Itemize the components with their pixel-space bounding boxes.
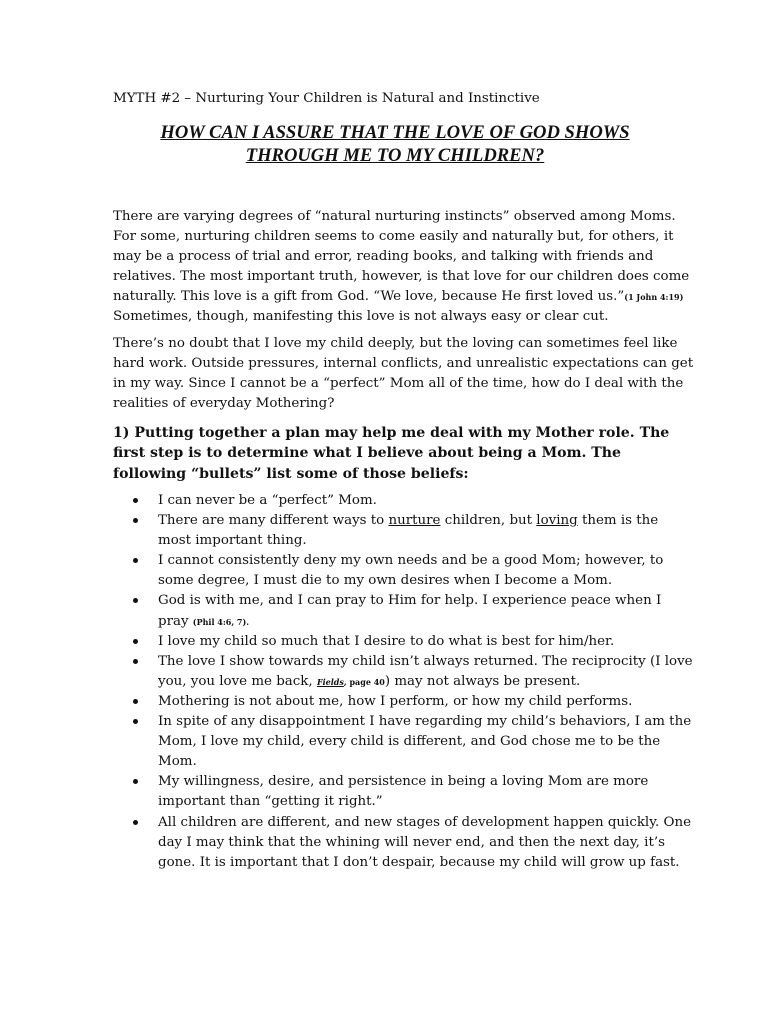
list-item bbox=[113, 692, 683, 712]
text-segment: pray bbox=[158, 613, 193, 629]
bullet-icon bbox=[133, 639, 138, 644]
paragraph-realities bbox=[113, 334, 694, 414]
text-segment: you, you love me back, bbox=[158, 673, 317, 689]
text-segment: children, but bbox=[440, 513, 537, 529]
text-segment: ) may not always be present. bbox=[384, 673, 581, 689]
list-item bbox=[113, 551, 683, 591]
page-title-line-2: THROUGH ME TO MY CHILDREN? bbox=[245, 145, 545, 166]
beliefs-list bbox=[113, 491, 693, 873]
bullet-icon bbox=[133, 558, 138, 563]
list-item-text: some degree, I must die to my own desires when I become a Mom. bbox=[158, 573, 613, 589]
page-title-line-1: HOW CAN I ASSURE THAT THE LOVE OF GOD SHOWS bbox=[160, 122, 630, 143]
section-heading-plan bbox=[113, 423, 673, 484]
bullet-icon bbox=[133, 719, 138, 724]
paragraph-line: There’s no doubt that I love my child deeply, but the loving can sometimes feel like bbox=[113, 336, 678, 351]
bullet-icon bbox=[133, 779, 138, 784]
bullet-icon bbox=[133, 820, 138, 825]
paragraph-line: may be a process of trial and error, reading books, and talking with friends and bbox=[113, 249, 654, 265]
paragraph-line: relatives. The most important truth, however, is that love for our children does come bbox=[113, 269, 690, 285]
list-item-text: I cannot consistently deny my own needs and be a good Mom; however, to bbox=[158, 553, 664, 569]
paragraph-line: Sometimes, though, manifesting this love is not always easy or clear cut. bbox=[113, 309, 609, 325]
book-title: Fields bbox=[316, 676, 344, 687]
list-item-text: The love I show towards my child isn’t always returned. The reciprocity (I love bbox=[158, 653, 693, 669]
heading-line: following “bullets” list some of those beliefs: bbox=[113, 465, 469, 482]
paragraph-line: realities of everyday Mothering? bbox=[113, 396, 335, 412]
list-item-text: gone. It is important that I don’t despair, because my child will grow up fast. bbox=[158, 854, 680, 870]
list-item-text: I love my child so much that I desire to do what is best for him/her. bbox=[158, 633, 615, 649]
underlined-word: nurture bbox=[388, 513, 441, 529]
list-item-text: God is with me, and I can pray to Him for help. I experience peace when I bbox=[158, 593, 662, 609]
paragraph-line: hard work. Outside pressures, internal conflicts, and unrealistic expectations can get bbox=[113, 356, 694, 372]
list-item bbox=[113, 652, 693, 692]
bullet-icon bbox=[133, 598, 138, 603]
paragraph-line: There are varying degrees of “natural nurturing instincts” observed among Moms. bbox=[113, 209, 676, 224]
heading-line: first step is to determine what I believe about being a Mom. The bbox=[113, 445, 622, 462]
list-item-text: important than “getting it right.” bbox=[158, 794, 383, 810]
bullet-icon bbox=[133, 498, 138, 503]
list-item bbox=[113, 632, 683, 652]
paragraph-text: naturally. This love is a gift from God. “We love, because He first loved us.” bbox=[113, 289, 625, 305]
paragraph-intro bbox=[113, 207, 690, 328]
list-item-text bbox=[158, 511, 683, 531]
list-item-text: Mothering is not about me, how I perform, or how my child performs. bbox=[158, 693, 633, 709]
list-item-text: I can never be a “perfect” Mom. bbox=[158, 493, 377, 508]
list-item bbox=[113, 813, 692, 873]
myth-line: MYTH #2 – Nurturing Your Children is Natural and Instinctive bbox=[113, 91, 540, 106]
heading-line: 1) Putting together a plan may help me deal with my Mother role. The bbox=[113, 425, 670, 441]
list-item-text: day I may think that the whining will never end, and then the next day, it’s bbox=[158, 834, 665, 850]
list-item-text: Mom, I love my child, every child is different, and God chose me to be the bbox=[158, 734, 661, 750]
bullet-icon bbox=[133, 699, 138, 704]
text-segment: There are many different ways to bbox=[158, 513, 389, 529]
list-item bbox=[113, 511, 683, 551]
underlined-word: loving bbox=[536, 513, 578, 529]
list-item-text bbox=[158, 672, 683, 692]
list-item-text bbox=[158, 612, 683, 632]
list-item-text: Mom. bbox=[158, 754, 197, 770]
list-item-text: most important thing. bbox=[158, 533, 307, 549]
book-citation bbox=[317, 677, 385, 687]
scripture-citation: (1 John 4:19) bbox=[624, 292, 684, 303]
list-item-text: My willingness, desire, and persistence in being a loving Mom are more bbox=[158, 774, 649, 790]
list-item bbox=[113, 491, 683, 511]
bullet-icon bbox=[133, 659, 138, 664]
list-item-text: All children are different, and new stages of development happen quickly. One bbox=[158, 814, 692, 830]
paragraph-line: For some, nurturing children seems to come easily and naturally but, for others, it bbox=[113, 229, 674, 245]
list-item bbox=[113, 772, 683, 812]
list-item bbox=[113, 712, 692, 772]
book-page: , page 40 bbox=[343, 676, 385, 687]
scripture-citation: (Phil 4:6, 7). bbox=[192, 616, 250, 627]
list-item-text: In spite of any disappointment I have regarding my child’s behaviors, I am the bbox=[158, 714, 692, 730]
paragraph-line: in my way. Since I cannot be a “perfect” Mom all of the time, how do I deal with the bbox=[113, 376, 684, 392]
text-segment: them is the bbox=[577, 513, 659, 529]
paragraph-line bbox=[113, 287, 684, 307]
list-item bbox=[113, 591, 683, 631]
bullet-icon bbox=[133, 518, 138, 523]
page-title bbox=[100, 121, 690, 167]
